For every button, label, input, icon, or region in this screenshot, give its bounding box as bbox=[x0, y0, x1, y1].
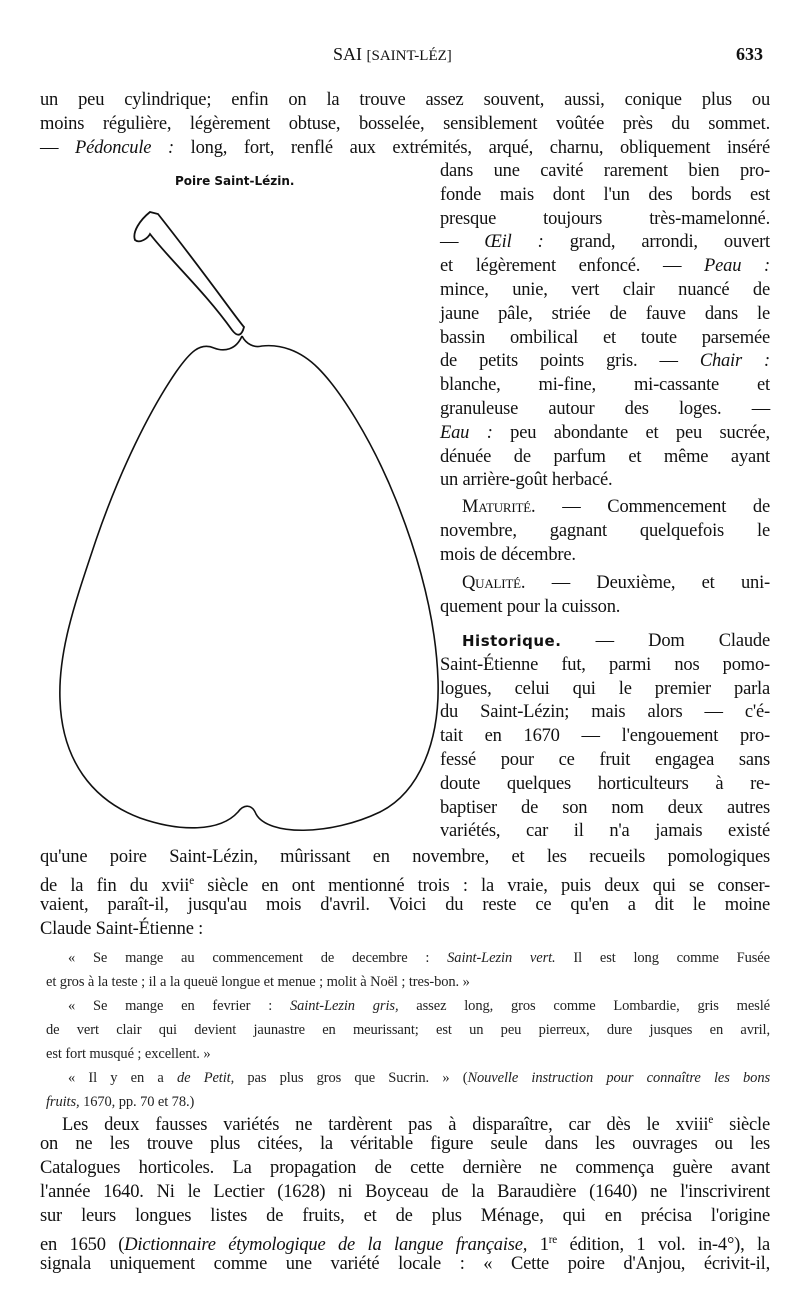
text-segment: dénuée de parfum et même ayant bbox=[440, 446, 770, 467]
text-segment: assez long, gros comme Lombardie, gris meslé bbox=[398, 998, 770, 1014]
text-line bbox=[440, 231, 770, 255]
text-segment: — Dom Claude bbox=[561, 631, 770, 651]
text-segment: Catalogues horticoles. La propagation de cette dernière ne commença guère avant bbox=[40, 1158, 770, 1178]
text-line bbox=[440, 654, 770, 678]
text-line bbox=[440, 303, 770, 327]
text-line bbox=[40, 917, 770, 941]
italic-text: Eau : bbox=[440, 422, 493, 443]
text-segment: bassin ombilical et toute parsemée bbox=[440, 327, 770, 348]
text-line bbox=[46, 1042, 770, 1066]
text-segment: 1670, pp. 70 et 78.) bbox=[79, 1094, 195, 1110]
text-line bbox=[440, 572, 770, 596]
text-line bbox=[440, 374, 770, 398]
italic-text: Saint-Lezin vert. bbox=[447, 950, 556, 966]
text-segment: l'année 1640. Ni le Lectier (1628) ni Boyceau de la Baraudière (1640) ne l'inscrivirent bbox=[40, 1182, 770, 1202]
text-line bbox=[440, 630, 770, 654]
text-line bbox=[46, 946, 770, 970]
section-heading: Maturité. bbox=[462, 497, 536, 517]
text-segment: sur leurs longues listes de fruits, et de plus Ménage, qui en précisa l'origine bbox=[40, 1206, 770, 1226]
text-segment: fonde mais dont l'un des bords est bbox=[440, 184, 770, 205]
text-segment: Il est long comme Fusée bbox=[555, 950, 770, 966]
figure-caption: Poire Saint-Lézin. bbox=[175, 174, 295, 188]
text-line bbox=[440, 208, 770, 232]
text-segment: 1 bbox=[527, 1235, 549, 1256]
text-line bbox=[40, 845, 770, 869]
text-line bbox=[440, 820, 770, 844]
text-segment: et gros à la teste ; il a la queuë longue et menue ; molit à Noël ; tres-bon. » bbox=[46, 974, 470, 990]
pear-outline bbox=[60, 336, 438, 830]
italic-text: Chair : bbox=[699, 351, 770, 372]
text-segment: du Saint-Lézin; mais alors — c'é- bbox=[440, 702, 770, 723]
text-line bbox=[440, 327, 770, 351]
running-subtitle: [SAINT-LÉZ] bbox=[366, 48, 452, 64]
text-segment: — bbox=[40, 138, 76, 158]
pear-stem bbox=[134, 212, 244, 335]
text-segment: on ne les trouve plus citées, la véritable figure seule dans les ouvrages ou les bbox=[40, 1134, 770, 1154]
text-segment: moins régulière, légèrement obtuse, bosselée, sensiblement voûtée près du sommet. bbox=[40, 114, 770, 134]
text-segment: en 1650 ( bbox=[40, 1235, 125, 1256]
text-line bbox=[440, 773, 770, 797]
text-segment: peu abondante et peu sucrée, bbox=[492, 422, 770, 443]
text-segment: novembre, gagnant quelquefois le bbox=[440, 520, 770, 541]
text-segment: Claude Saint-Étienne : bbox=[40, 919, 204, 939]
running-title-text: SAI bbox=[333, 44, 363, 64]
italic-text: Dictionnaire étymologique de la langue française, bbox=[124, 1235, 528, 1256]
italic-text: Œil : bbox=[484, 232, 544, 253]
text-segment: jaune pâle, striée de fauve dans le bbox=[440, 303, 770, 324]
text-line bbox=[440, 596, 770, 620]
text-segment: est fort musqué ; excellent. » bbox=[46, 1046, 211, 1062]
text-segment: édition, 1 vol. in-4°), la bbox=[556, 1235, 770, 1256]
text-segment: un peu cylindrique; enfin on la trouve assez souvent, aussi, conique plus ou bbox=[40, 90, 770, 110]
text-line bbox=[46, 1066, 770, 1090]
text-segment: doute quelques horticulteurs à re- bbox=[440, 773, 770, 794]
text-line bbox=[46, 1018, 770, 1042]
text-line bbox=[440, 725, 770, 749]
text-segment: baptiser de son nom deux autres bbox=[440, 797, 770, 818]
text-line bbox=[40, 1156, 770, 1180]
text-line bbox=[440, 469, 770, 493]
text-segment: mois de décembre. bbox=[440, 544, 576, 565]
text-segment: un arrière-goût herbacé. bbox=[440, 470, 613, 491]
text-segment: grand, arrondi, ouvert bbox=[543, 232, 770, 253]
text-line bbox=[440, 184, 770, 208]
text-line bbox=[440, 422, 770, 446]
text-segment: presque toujours très-mamelonné. bbox=[440, 208, 770, 229]
text-segment: et légèrement enfoncé. — bbox=[440, 256, 705, 277]
text-segment: « Se mange en fevrier : bbox=[68, 998, 290, 1014]
text-segment: de vert clair qui devient jaunastre en meurissant; est un peu pierreux, dure jusques en avril, bbox=[46, 1022, 770, 1038]
text-line bbox=[46, 970, 770, 994]
text-segment: Saint-Étienne fut, parmi nos pomo- bbox=[440, 654, 770, 675]
text-segment: signala uniquement comme une variété locale : « Cette poire d'Anjou, écrivit-il, bbox=[40, 1254, 770, 1274]
text-segment: fessé pour ce fruit engagea sans bbox=[440, 750, 770, 770]
text-line bbox=[440, 350, 770, 374]
italic-text: Pédoncule : bbox=[75, 138, 174, 158]
text-segment: de la fin du xvii bbox=[40, 876, 190, 897]
text-line bbox=[440, 279, 770, 303]
italic-text: de Petit, bbox=[176, 1070, 235, 1086]
text-line bbox=[440, 749, 770, 773]
text-segment: dans une cavité rarement bien pro- bbox=[440, 161, 770, 181]
text-line bbox=[440, 398, 770, 422]
text-line bbox=[440, 520, 770, 544]
text-line bbox=[440, 496, 770, 520]
text-line bbox=[440, 797, 770, 821]
text-segment: « Se mange au commencement de decembre : bbox=[68, 950, 448, 966]
text-segment: — bbox=[440, 232, 485, 253]
section-heading: Historique. bbox=[462, 632, 562, 650]
page-number: 633 bbox=[736, 44, 763, 64]
text-segment: — Deuxième, et uni- bbox=[525, 573, 770, 593]
text-segment: mince, unie, vert clair nuancé de bbox=[440, 280, 770, 300]
text-segment: qu'une poire Saint-Lézin, mûrissant en novembre, et les recueils pomologiques bbox=[40, 847, 770, 867]
text-segment: vaient, paraît-il, jusqu'au mois d'avril. Voici du reste ce qu'en a dit le moine bbox=[40, 895, 770, 915]
text-segment: logues, celui qui le premier parla bbox=[440, 678, 770, 699]
text-segment: variétés, car il n'a jamais existé bbox=[440, 821, 770, 842]
text-segment: quement pour la cuisson. bbox=[440, 596, 621, 617]
text-segment: pas plus gros que Sucrin. » ( bbox=[234, 1070, 468, 1086]
text-line bbox=[440, 678, 770, 702]
text-line bbox=[440, 446, 770, 470]
text-segment: re bbox=[548, 1234, 557, 1246]
text-line bbox=[40, 1204, 770, 1228]
text-line bbox=[46, 994, 770, 1018]
text-line bbox=[40, 893, 770, 917]
text-segment: granuleuse autour des loges. — bbox=[440, 399, 770, 419]
text-segment: blanche, mi-fine, mi-cassante et bbox=[440, 375, 770, 396]
text-segment: e bbox=[189, 875, 194, 887]
text-segment: « Il y en a bbox=[68, 1070, 177, 1086]
text-segment: long, fort, renflé aux extrémités, arqué, charnu, obliquement inséré bbox=[173, 138, 770, 158]
text-line bbox=[440, 160, 770, 184]
text-segment: Les deux fausses variétés ne tardèrent pas à disparaître, car dès le xviii bbox=[62, 1115, 709, 1136]
text-segment: tait en 1670 — l'engouement pro- bbox=[440, 726, 770, 747]
text-line bbox=[440, 544, 770, 568]
text-line bbox=[40, 1132, 770, 1156]
text-line bbox=[40, 1180, 770, 1204]
italic-text: Peau : bbox=[704, 256, 770, 277]
text-line bbox=[40, 1252, 770, 1276]
italic-text: Nouvelle instruction pour connaître les bons bbox=[467, 1070, 771, 1086]
italic-text: Saint-Lezin gris, bbox=[289, 998, 399, 1014]
text-line bbox=[440, 255, 770, 279]
italic-text: fruits, bbox=[46, 1094, 80, 1110]
text-segment: e bbox=[708, 1114, 714, 1126]
text-segment: siècle bbox=[713, 1115, 770, 1136]
text-line bbox=[440, 701, 770, 725]
text-segment: — Commencement de bbox=[535, 497, 770, 517]
text-segment: siècle en ont mentionné trois : la vraie, puis deux qui se conser- bbox=[193, 876, 771, 897]
section-heading: Qualité. bbox=[462, 573, 526, 593]
text-segment: de petits points gris. — bbox=[440, 351, 700, 372]
